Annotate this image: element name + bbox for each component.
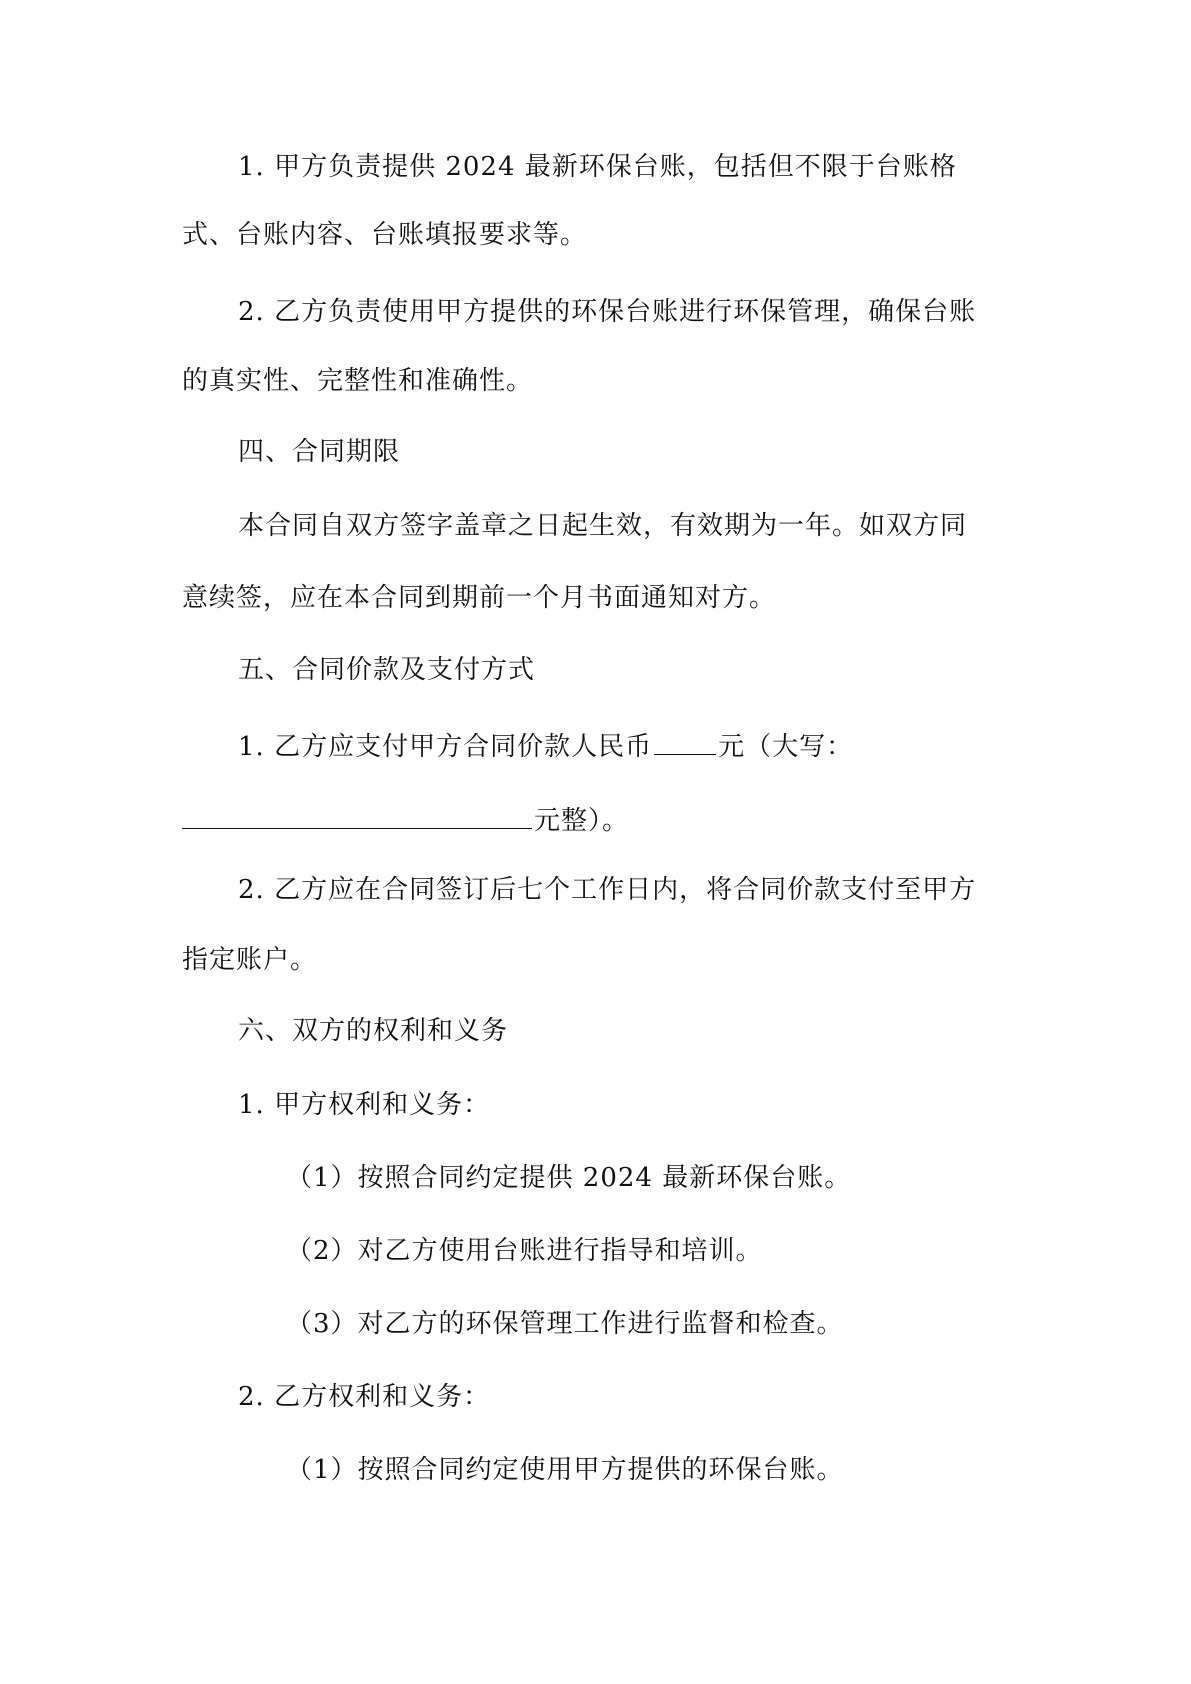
paragraph-line: 2. 乙方应在合同签订后七个工作日内，将合同价款支付至甲方 — [238, 875, 977, 905]
paragraph-line: 的真实性、完整性和准确性。 — [182, 366, 534, 396]
paragraph-line: 1. 甲方负责提供 2024 最新环保台账，包括但不限于台账格 — [238, 152, 957, 182]
paragraph-line — [0, 724, 1191, 764]
paragraph-line: 2. 乙方负责使用甲方提供的环保台账进行环保管理，确保台账 — [238, 297, 977, 327]
paragraph-line: 1. 甲方权利和义务： — [238, 1090, 491, 1120]
list-item: （1）按照合同约定提供 2024 最新环保台账。 — [286, 1163, 852, 1193]
list-item: （3）对乙方的环保管理工作进行监督和检查。 — [286, 1309, 844, 1339]
paragraph-line — [0, 798, 1191, 838]
section-heading: 四、合同期限 — [238, 437, 401, 467]
amount-in-words-blank-line — [182, 798, 532, 829]
paragraph-line: 本合同自双方签字盖章之日起生效，有效期为一年。如双方同 — [238, 511, 968, 541]
paragraph-line: 2. 乙方权利和义务： — [238, 1382, 491, 1412]
section-heading: 六、双方的权利和义务 — [238, 1016, 509, 1046]
amount-blank-line — [654, 724, 716, 755]
list-item: （1）按照合同约定使用甲方提供的环保台账。 — [286, 1455, 844, 1485]
section-heading: 五、合同价款及支付方式 — [238, 655, 536, 685]
paragraph-line: 指定账户。 — [182, 945, 318, 975]
payment-text-end: 元（大写： — [718, 732, 854, 762]
amount-in-words-suffix: 元整）。 — [534, 806, 630, 836]
paragraph-line: 意续签，应在本合同到期前一个月书面通知对方。 — [182, 583, 777, 613]
list-item: （2）对乙方使用台账进行指导和培训。 — [286, 1236, 763, 1266]
paragraph-line: 式、台账内容、台账填报要求等。 — [182, 220, 588, 250]
payment-text-start: 1. 乙方应支付甲方合同价款人民币 — [238, 732, 653, 762]
